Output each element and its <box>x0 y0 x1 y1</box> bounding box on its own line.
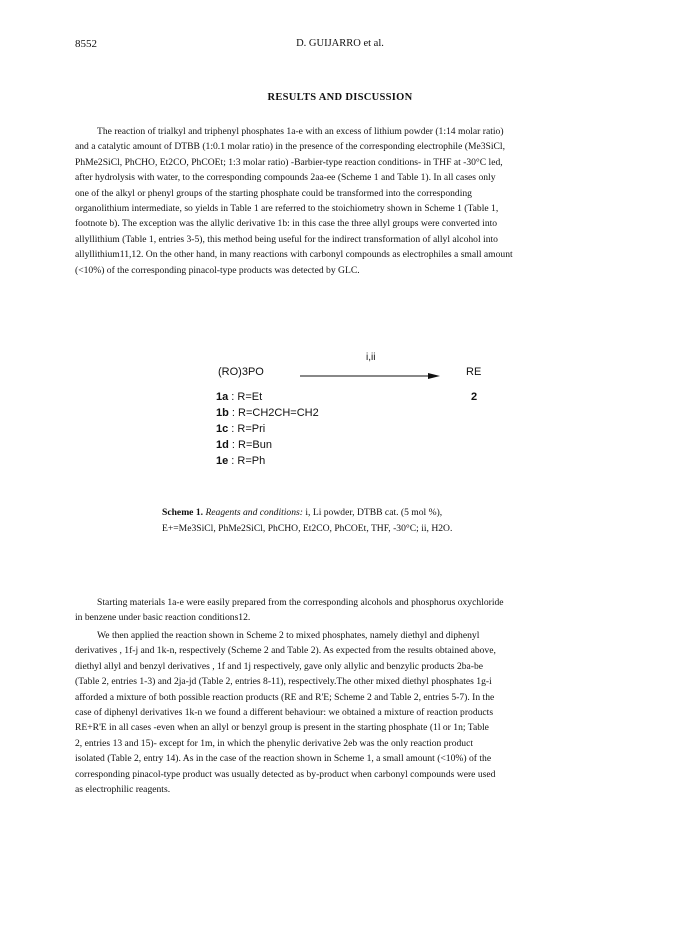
compound-1c: 1c : R=Pri <box>216 423 266 435</box>
text-line: corresponding pinacol-type product was usually detected as by-product when carbonyl compounds were used <box>75 768 496 780</box>
text-line: PhMe2SiCl, PhCHO, Et2CO, PhCOEt; 1:3 molar ratio) -Barbier-type reaction conditions- in THF at -30°C led, <box>75 156 503 168</box>
section-title: RESULTS AND DISCUSSION <box>267 92 413 103</box>
text-line: derivatives , 1f-j and 1k-n, respectively (Scheme 2 and Table 2). As expected from the results obtained above, <box>75 645 496 657</box>
text-line: allyllithium (Table 1, entries 3-5), this method being useful for the indirect transformation of allyl alcohol into <box>75 233 498 245</box>
page-number: 8552 <box>75 38 97 50</box>
text-line: case of diphenyl derivatives 1k-n we found a different behaviour: we obtained a mixture of reaction products <box>75 707 494 719</box>
text-line: (Table 2, entries 1-3) and 2ja-jd (Table 2, entries 8-11), respectively.The other mixed diethyl phosphates 1g-i <box>75 676 492 688</box>
scheme-product: RE <box>466 366 482 378</box>
paragraph-starting-materials <box>75 595 615 626</box>
text-line: diethyl allyl and benzyl derivatives , 1f and 1j respectively, gave only allylic and benzylic products 2ba-be <box>75 660 484 672</box>
text-line: (<10%) of the corresponding pinacol-type products was detected by GLC. <box>75 264 360 276</box>
text-line: after hydrolysis with water, to the corresponding compounds 2aa-ee (Scheme 1 and Table 1). In all cases only <box>75 172 496 184</box>
text-line: afforded a mixture of both possible reaction products (RE and R'E; Scheme 2 and Table 2, entries 5-7). In the <box>75 691 495 703</box>
compound-1e: 1e : R=Ph <box>216 455 266 467</box>
caption-line: Scheme 1. Reagents and conditions: i, Li powder, DTBB cat. (5 mol %), <box>162 507 443 518</box>
text-line: and a catalytic amount of DTBB (1:0.1 molar ratio) in the presence of the corresponding electrophile (Me3SiCl, <box>75 141 505 153</box>
text-line: in benzene under basic reaction conditions12. <box>75 612 251 624</box>
text-line: allyllithium11,12. On the other hand, in many reactions with carbonyl compounds as electrophiles a small amount <box>75 249 513 261</box>
running-title: D. GUIJARRO et al. <box>296 38 384 49</box>
compound-1d: 1d : R=Bun <box>216 439 272 451</box>
text-line: isolated (Table 2, entry 14). As in the case of the reaction shown in Scheme 1, a small amount (<10%) of the <box>75 753 492 765</box>
text-line: RE+R'E in all cases -even when an allyl or benzyl group is present in the starting phosphate (1l or 1n; Table <box>75 722 489 734</box>
text-line: 2, entries 13 and 15)- except for 1m, in which the phenylic derivative 2eb was the only reaction product <box>75 737 474 749</box>
scheme-reactant: (RO)3PO <box>218 366 264 378</box>
text-line: We then applied the reaction shown in Scheme 2 to mixed phosphates, namely diethyl and diphenyl <box>97 630 480 641</box>
text-line: Starting materials 1a-e were easily prepared from the corresponding alcohols and phosphorus oxychloride <box>97 597 504 608</box>
paragraph-mixed-phosphates <box>75 628 615 797</box>
reaction-arrow-icon <box>300 371 440 381</box>
text-line: footnote b). The exception was the allylic derivative 1b: in this case the three allyl groups were converted into <box>75 218 498 230</box>
compound-1a: 1a : R=Et <box>216 391 263 403</box>
text-line: one of the alkyl or phenyl groups of the starting phosphate could be transformed into the corresponding <box>75 187 472 199</box>
text-line: as electrophilic reagents. <box>75 784 171 796</box>
scheme-conditions: i,ii <box>366 352 376 363</box>
caption-line: E+=Me3SiCl, PhMe2SiCl, PhCHO, Et2CO, PhCOEt, THF, -30°C; ii, H2O. <box>162 523 453 534</box>
scheme-product-number: 2 <box>471 391 478 403</box>
text-line: organolithium intermediate, so yields in Table 1 are referred to the stoichiometry shown in Scheme 1 (Table 1, <box>75 203 499 215</box>
text-line: The reaction of trialkyl and triphenyl phosphates 1a-e with an excess of lithium powder (1:14 molar ratio) <box>97 126 504 137</box>
compound-1b: 1b : R=CH2CH=CH2 <box>216 407 319 419</box>
scheme-caption <box>162 505 582 537</box>
